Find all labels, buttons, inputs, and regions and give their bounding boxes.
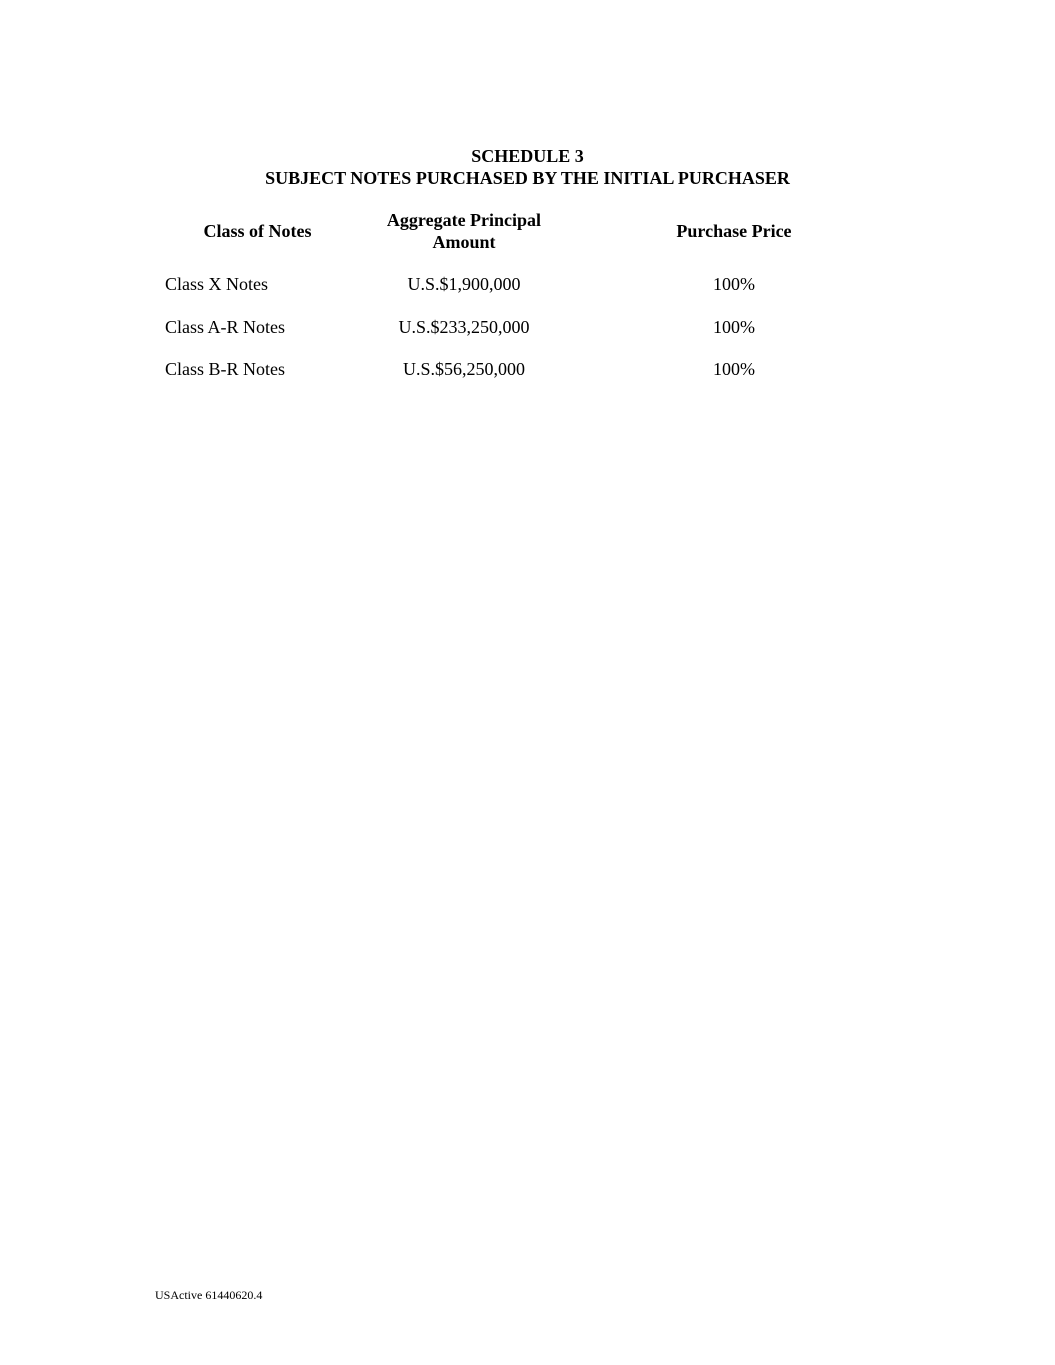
header-class-of-notes: Class of Notes	[203, 221, 312, 241]
price-cell: 100%	[713, 359, 755, 379]
footer-document-id: USActive 61440620.4	[155, 1288, 263, 1302]
price-cell: 100%	[713, 274, 755, 294]
amount-cell: U.S.$233,250,000	[398, 317, 530, 337]
class-cell: Class X Notes	[165, 274, 268, 294]
amount-cell: U.S.$56,250,000	[402, 359, 525, 379]
class-cell: Class A-R Notes	[165, 317, 286, 337]
header-purchase-price: Purchase Price	[676, 221, 792, 241]
header-amount-line2: Amount	[432, 232, 496, 252]
class-cell: Class B-R Notes	[165, 359, 286, 379]
header-amount-line1: Aggregate Principal	[386, 210, 542, 230]
amount-cell: U.S.$1,900,000	[407, 274, 521, 294]
schedule-title: SCHEDULE 3	[471, 146, 584, 166]
header-aggregate-principal-amount	[364, 209, 564, 253]
price-cell: 100%	[713, 317, 755, 337]
schedule-subtitle: SUBJECT NOTES PURCHASED BY THE INITIAL PURCHASER	[265, 168, 790, 188]
